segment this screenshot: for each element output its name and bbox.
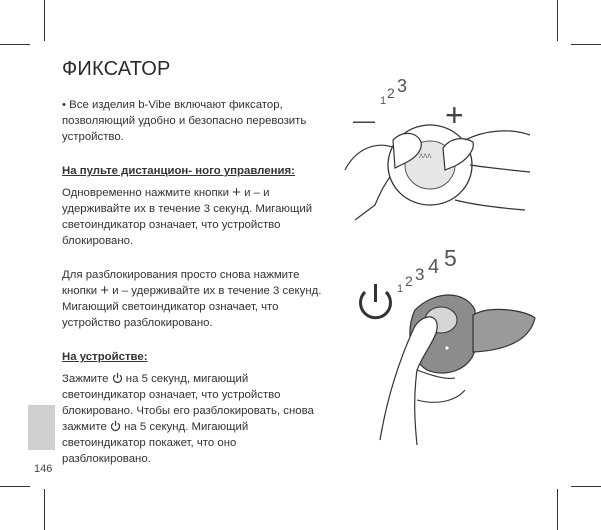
device-heading: На устройстве: [62, 351, 148, 363]
remote-unlock-text-2: удерживайте их в течение 3 секунд. Мигающий светоиндикатор означает, что устройство разблокировано. [62, 285, 322, 329]
plus-symbol: + [232, 184, 241, 201]
remote-lock-paragraph [62, 185, 327, 249]
count-1: 1 [397, 283, 404, 295]
count-3: 3 [415, 265, 425, 284]
power-icon [112, 372, 123, 384]
count-2: 2 [405, 273, 413, 289]
crop-mark [571, 44, 601, 45]
device-tip [473, 309, 535, 352]
remote-lock-text-2: и удерживайте их в течение 3 секунд. Мигающий светоиндикатор означает, что устройство блокировано. [62, 187, 313, 247]
crop-mark [557, 0, 558, 41]
crop-mark [557, 489, 558, 530]
count-labels [380, 76, 407, 107]
device-text-1: Зажмите [62, 373, 109, 385]
hand [380, 317, 437, 445]
remote-logo: ᐱᐱᐱ [419, 154, 432, 160]
device-text-3: на 5 секунд. Мигающий светоиндикатор покажет, что оно разблокировано. [62, 421, 249, 465]
count-labels [397, 245, 457, 295]
remote-unlock-paragraph [62, 267, 327, 331]
page-number: 146 [34, 463, 53, 475]
crop-mark [44, 0, 45, 41]
intro-paragraph: • Все изделия b-Vibe включают фиксатор, позволяющий удобно и безопасно перевозить устройство. [62, 99, 307, 143]
page-title: ФИКСАТОР [62, 58, 171, 80]
crop-mark [0, 44, 30, 45]
minus-symbol: – [121, 285, 129, 297]
device-illustration [355, 240, 555, 455]
conjunction: и [244, 187, 251, 199]
remote-lock-text-1: Одновременно нажмите кнопки [62, 187, 229, 199]
device-text-2: на 5 секунд, мигающий светоиндикатор означает, что устройство блокировано. Чтобы его разблокировать, снова зажмите [62, 373, 314, 433]
minus-label: — [353, 108, 375, 133]
text-column [62, 97, 327, 485]
count-5: 5 [444, 245, 457, 271]
plus-label: + [445, 97, 464, 133]
power-icon [361, 284, 391, 318]
crop-mark [0, 486, 30, 487]
device-paragraph [62, 371, 327, 467]
hand-fingers [417, 370, 465, 402]
remote-heading: На пульте дистанцион- ного управления: [62, 165, 295, 177]
count-2: 2 [387, 85, 395, 101]
page-tab [28, 405, 55, 450]
minus-symbol: – [253, 187, 260, 199]
indicator-light [445, 346, 448, 349]
power-icon [110, 420, 121, 432]
crop-mark [571, 486, 601, 487]
crop-mark [44, 489, 45, 530]
count-4: 4 [428, 256, 440, 278]
remote-illustration [335, 70, 535, 230]
count-1: 1 [380, 95, 387, 107]
remote-unlock-text-1: Для разблокирования просто снова нажмите кнопки [62, 269, 300, 297]
plus-symbol: + [100, 282, 110, 299]
count-3: 3 [397, 76, 408, 96]
conjunction: и [112, 285, 119, 297]
